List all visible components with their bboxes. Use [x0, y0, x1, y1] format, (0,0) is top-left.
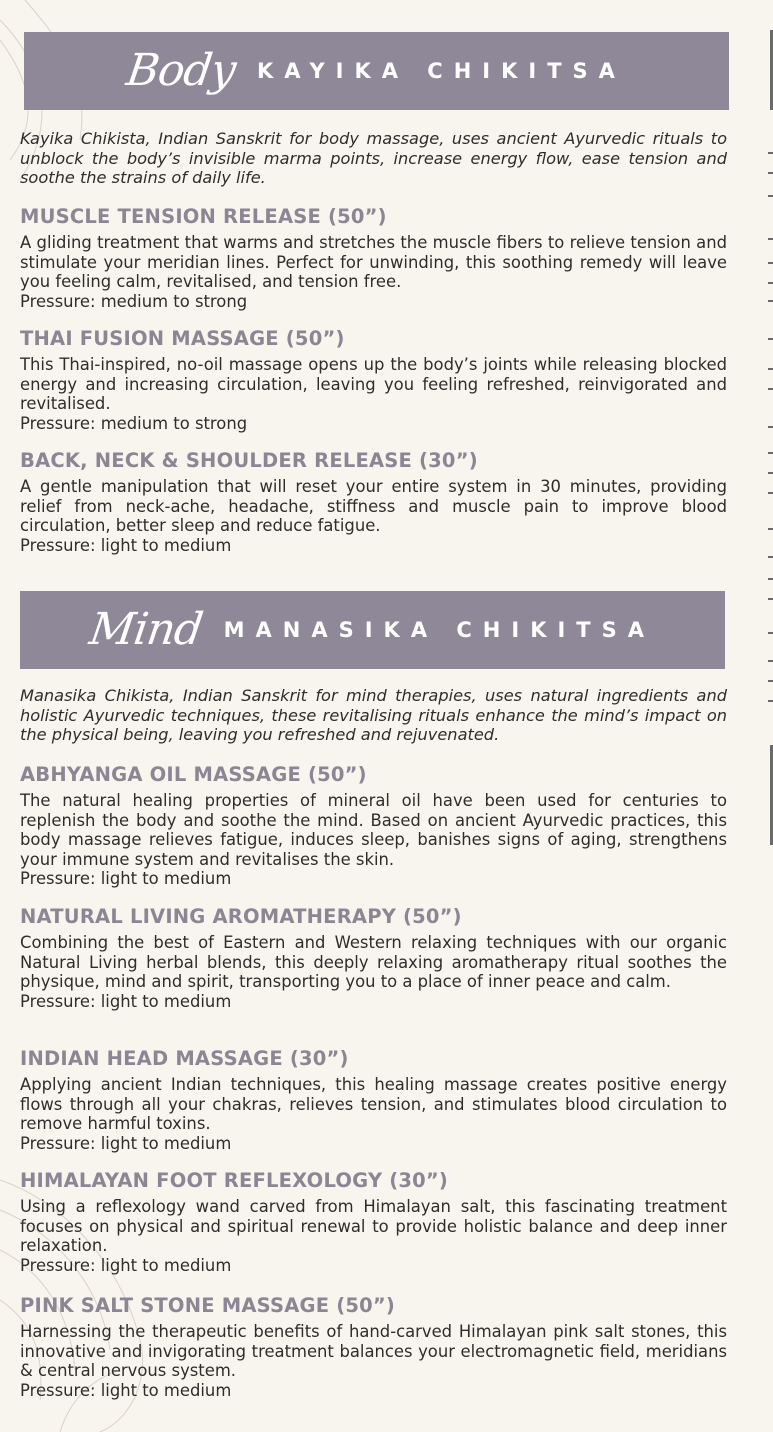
treatment-pressure: Pressure: light to medium — [20, 1133, 232, 1153]
body-section-intro: Kayika Chikista, Indian Sanskrit for body massage, uses ancient Ayurvedic rituals to unblock the body’s invisible marma points, increase energy flow, ease tension and soothe the strains of daily life. — [20, 129, 727, 187]
treatment-description: The natural healing properties of mineral oil have been used for centuries to replenish the body and soothe the mind. Based on ancient Ayurvedic practices, this body massage relieves fatigue, induces sleep, banishes signs of aging, strengthens your immune system and revitalises the skin. — [20, 791, 727, 869]
treatment-description: A gliding treatment that warms and stretches the muscle fibers to relieve tension and stimulate your meridian lines. Perfect for unwinding, this soothing remedy will leave you feeling calm, revitalised, and tension free. — [20, 233, 727, 292]
treatment-title: NATURAL LIVING AROMATHERAPY (50”) — [20, 905, 462, 928]
mind-script-title: Mind — [86, 604, 206, 655]
treatment-item — [20, 449, 727, 555]
treatment-description: This Thai-inspired, no-oil massage opens up the body’s joints while releasing blocked energy and increasing circulation, leaving you feeling refreshed, reinvigorated and revitalised. — [20, 355, 727, 414]
mind-section-intro: Manasika Chikista, Indian Sanskrit for mind therapies, uses natural ingredients and holistic Ayurvedic techniques, these revitalising rituals enhance the mind’s impact on the physical being, leaving you refreshed and rejuvenated. — [20, 686, 727, 744]
body-section-title: KAYIKA CHIKITSA — [256, 59, 626, 83]
treatment-pressure: Pressure: light to medium — [20, 1380, 232, 1400]
treatment-item — [20, 1169, 727, 1275]
mind-section-banner — [20, 591, 725, 669]
treatment-title: THAI FUSION MASSAGE (50”) — [20, 327, 345, 350]
treatment-title: ABHYANGA OIL MASSAGE (50”) — [20, 763, 367, 786]
treatment-item — [20, 905, 727, 1011]
adjacent-page-edge — [766, 0, 773, 1432]
treatment-title: INDIAN HEAD MASSAGE (30”) — [20, 1047, 349, 1070]
mind-section-title: MANASIKA CHIKITSA — [223, 618, 655, 642]
treatment-title: MUSCLE TENSION RELEASE (50”) — [20, 205, 387, 228]
treatment-pressure: Pressure: medium to strong — [20, 413, 248, 433]
body-section-banner — [24, 32, 729, 110]
treatment-description: Applying ancient Indian techniques, this healing massage creates positive energy flows through all your chakras, relieves tension, and stimulates blood circulation to remove harmful toxins. — [20, 1075, 727, 1134]
treatment-item — [20, 327, 727, 433]
treatment-title: HIMALAYAN FOOT REFLEXOLOGY (30”) — [20, 1169, 449, 1192]
treatment-pressure: Pressure: light to medium — [20, 1255, 232, 1275]
body-script-title: Body — [123, 45, 239, 96]
treatment-title: BACK, NECK & SHOULDER RELEASE (30”) — [20, 449, 478, 472]
treatment-description: Combining the best of Eastern and Western relaxing techniques with our organic Natural Living herbal blends, this deeply relaxing aromatherapy ritual soothes the physique, mind and spirit, transporting you to a place of inner peace and calm. — [20, 933, 727, 992]
treatment-item — [20, 1047, 727, 1153]
treatment-pressure: Pressure: light to medium — [20, 869, 232, 889]
treatment-description: A gentle manipulation that will reset your entire system in 30 minutes, providing relief from neck-ache, headache, stiffness and muscle pain to improve blood circulation, better sleep and reduce fatigue. — [20, 477, 727, 536]
treatment-item — [20, 205, 727, 311]
treatment-description: Using a reflexology wand carved from Himalayan salt, this fascinating treatment focuses on physical and spiritual renewal to provide holistic balance and deep inner relaxation. — [20, 1197, 727, 1256]
treatment-item — [20, 763, 727, 889]
treatment-pressure: Pressure: light to medium — [20, 991, 232, 1011]
treatment-item — [20, 1294, 727, 1400]
treatment-pressure: Pressure: medium to strong — [20, 291, 248, 311]
treatment-title: PINK SALT STONE MASSAGE (50”) — [20, 1294, 396, 1317]
treatment-pressure: Pressure: light to medium — [20, 535, 232, 555]
treatment-description: Harnessing the therapeutic benefits of hand-carved Himalayan pink salt stones, this innovative and invigorating treatment balances your electromagnetic field, meridians & central nervous system. — [20, 1322, 727, 1381]
